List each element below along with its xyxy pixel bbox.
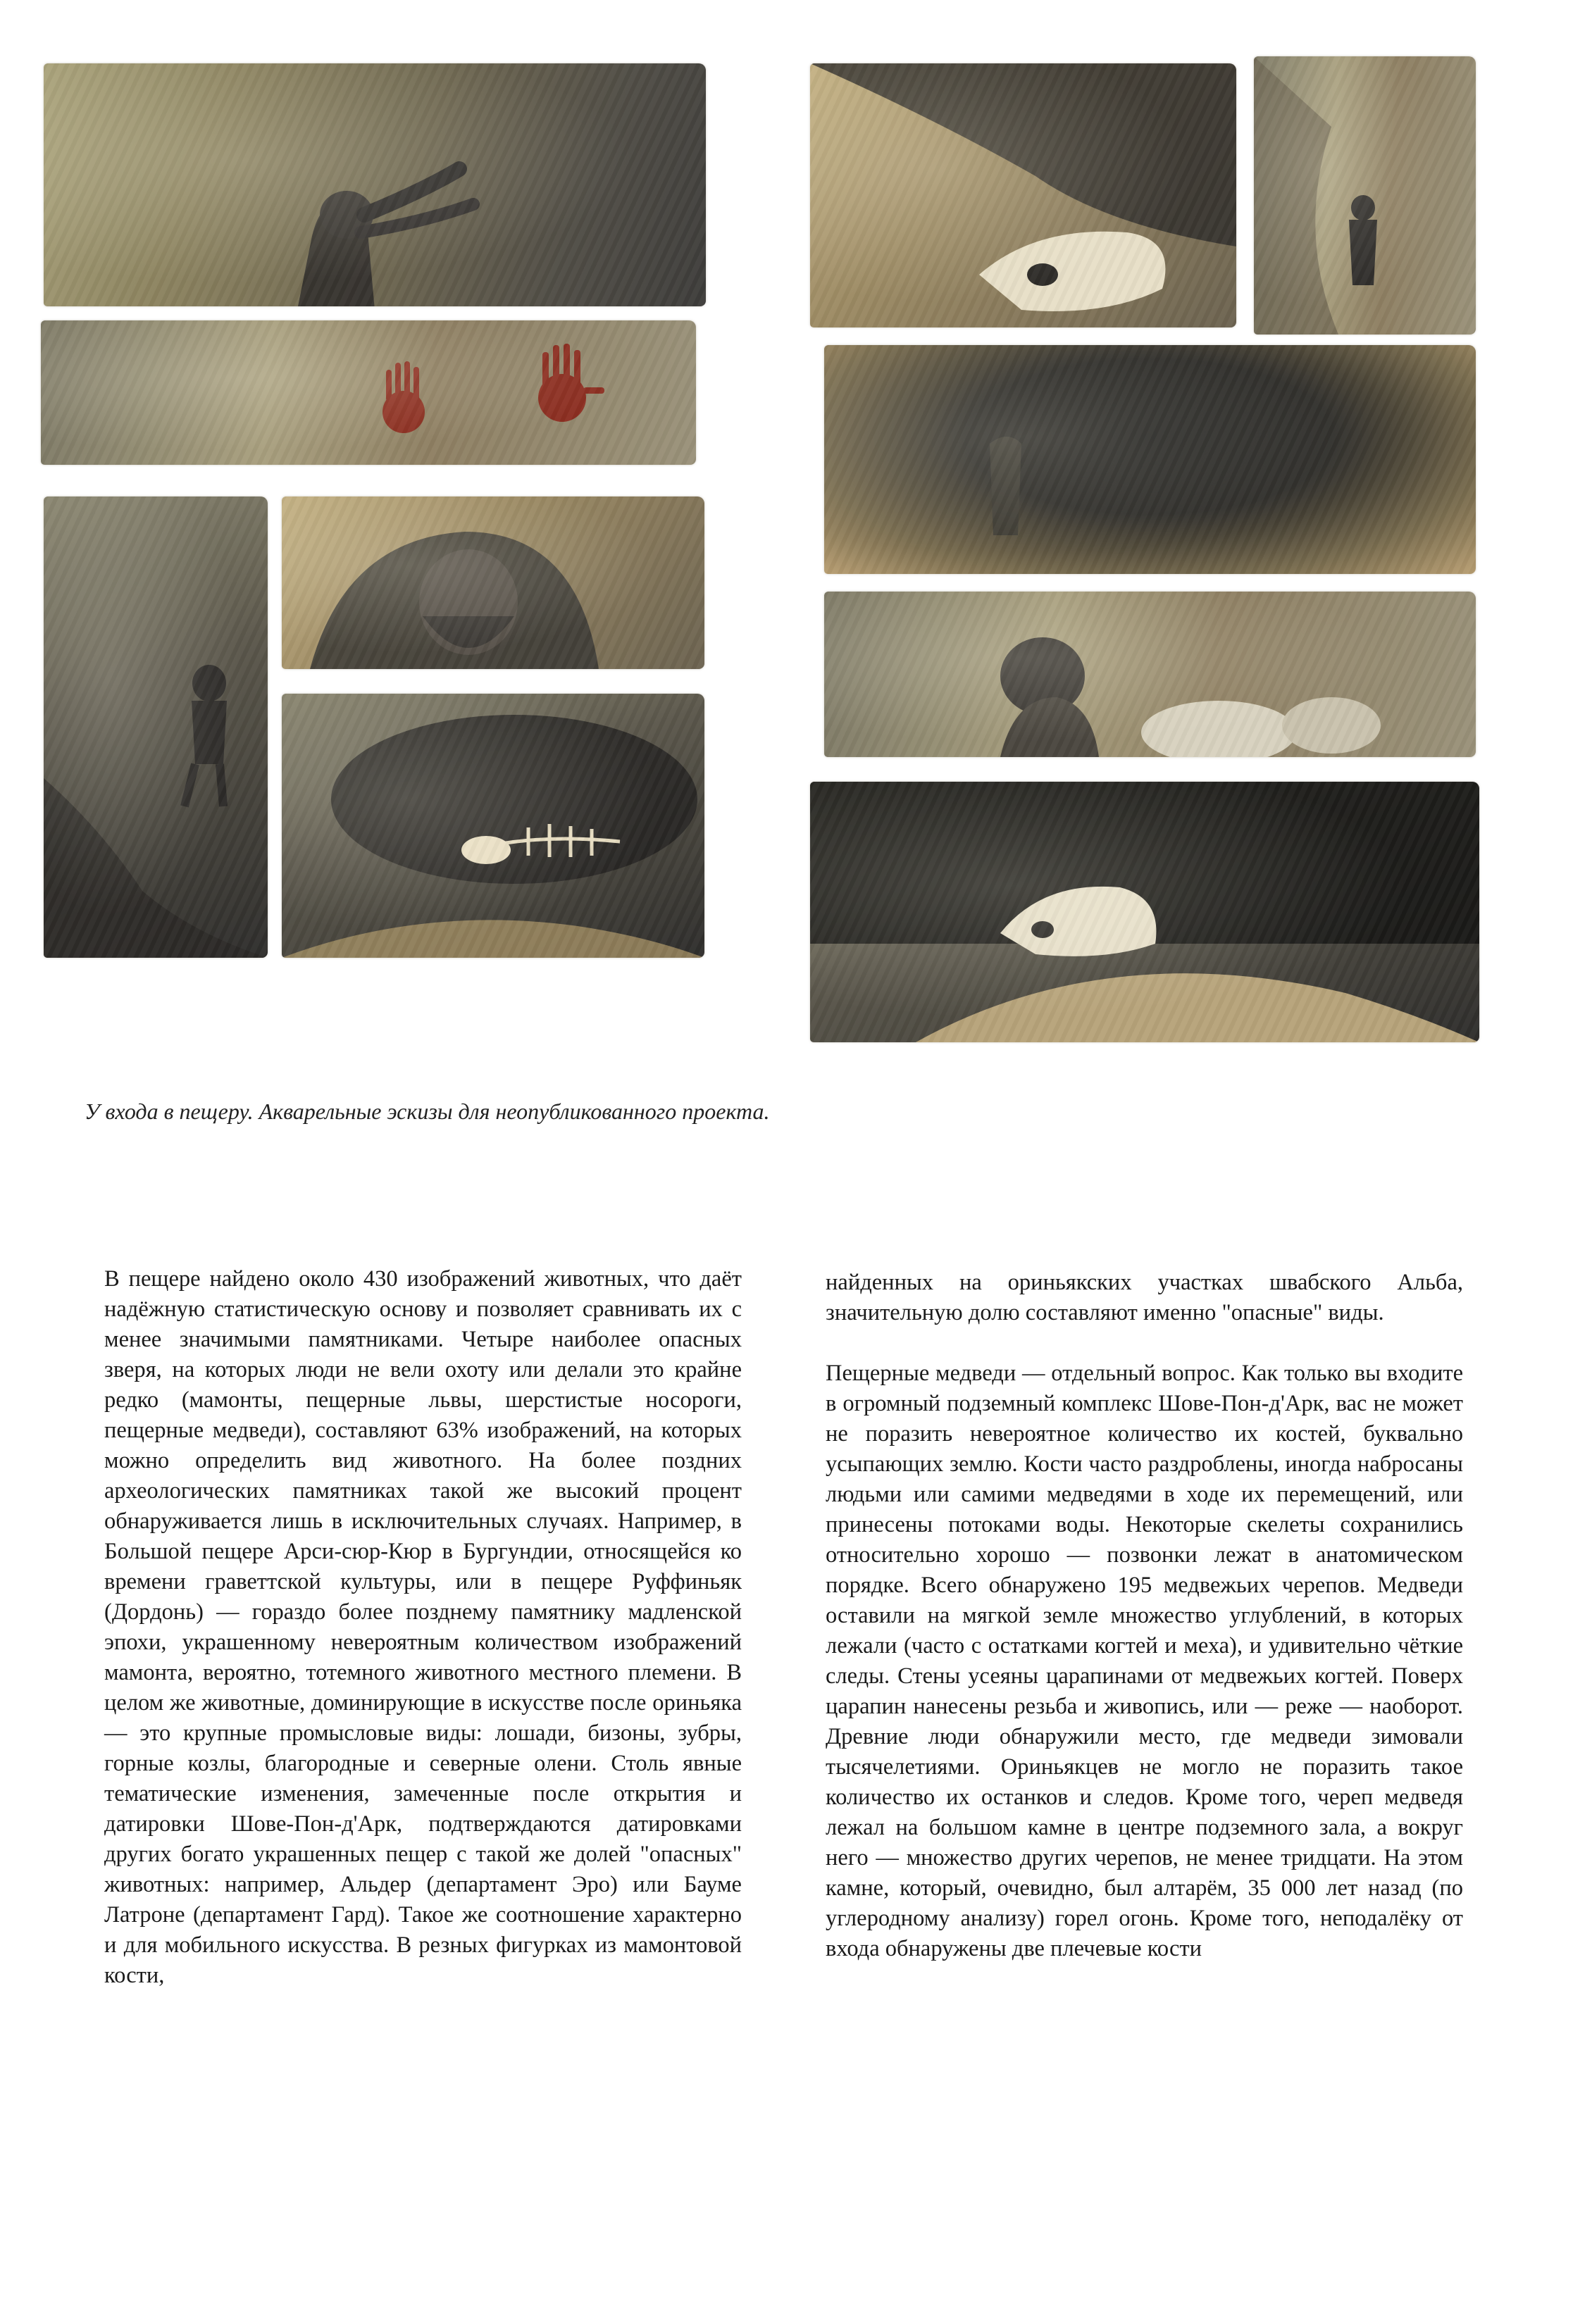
bear-skull <box>810 782 1479 1042</box>
red-hand-prints <box>41 320 696 465</box>
illustration-panel-dark-cave <box>824 345 1476 574</box>
figure-caption: У входа в пещеру. Акварельные эскизы для неопубликованного проекта. <box>85 1099 770 1124</box>
article-column-right <box>826 1268 1463 1964</box>
bear-skull <box>810 63 1236 327</box>
illustration-panel-cave-corridor <box>1254 56 1476 335</box>
figure-and-rocks <box>824 592 1476 757</box>
figure-silhouette <box>824 345 1476 574</box>
illustration-panel-hand-prints <box>41 320 696 465</box>
illustration-panel-rocky-passage <box>44 496 268 958</box>
article-column-left <box>104 1264 742 1991</box>
illustration-panel-figure-by-rocks <box>824 592 1476 757</box>
bear-skeleton <box>282 694 704 958</box>
face-silhouette <box>282 496 704 669</box>
illustration-panel-bear-skeleton <box>282 694 704 958</box>
illustration-panel-figure-at-wall <box>44 63 706 306</box>
illustration-panel-bear-skull-hands <box>810 63 1236 327</box>
figure-silhouette <box>44 63 706 306</box>
paragraph: Пещерные медведи — отдельный вопрос. Как только вы входите в огромный подземный комплекс Шове-Пон-д'Арк, вас не может не поразить невероятное количество их костей, буквально усыпающих землю. Кости часто раздроблены, иногда набросаны людьми или самими медведями в ходе их перемещений, или принесены потоками воды. Некоторые скелеты сохранились относительно хорошо — позвонки лежат в анатомическом порядке. Всего обнаружено 195 медвежьих черепов. Медведи оставили на мягкой земле множество углублений, в которых лежали (часто с остатками когтей и меха), и удивительно чёткие следы. Стены усеяны царапинами от медвежьих когтей. Поверх царапин нанесены резьба и живопись, или — реже — наоборот. Древние люди обнаружили место, где медведи зимовали тысячелетиями. Ориньякцев не могло не поразить такое количество их останков и следов. Кроме того, череп медведя лежал на большом камне в центре подземного зала, а вокруг него — множество других черепов, не менее тридцати. На этом камне, который, очевидно, был алтарём, 35 000 лет назад (по углеродному анализу) горел огонь. Кроме того, неподалёку от входа обнаружены две плечевые кости <box>826 1361 1463 1961</box>
paragraph: В пещере найдено около 430 изображений животных, что даёт надёжную статистическую основу и позволяет сравнивать их с менее значимыми памятниками. Четыре наиболее опасных зверя, на которых люди не вели охоту или делали это крайне редко (мамонты, пещерные львы, шерстистые носороги, пещерные медведи), составляют 63% изображений, на которых можно определить вид животного. На более поздних археологических памятниках такой же высокий процент обнаруживается лишь в исключительных случаях. Например, в Большой пещере Арси-сюр-Кюр в Бургундии, относящейся ко времени граветтской культуры, или в пещере Руффиньяк (Дордонь) — гораздо более позднему памятнику мадленской эпохи, украшенному невероятным количеством изображений мамонта, вероятно, тотемного животного местного племени. В целом же животные, доминирующие в искусстве после ориньяка — это крупные промысловые виды: лошади, бизоны, зубры, горные козлы, благородные и северные олени. Столь явные тематические изменения, замеченные после открытия и датировки Шове-Пон-д'Арк, подтверждаются датировками других богато украшенных пещер с такой же долей "опасных" животных: например, Альдер (департамент Эро) или Бауме Латроне (департамент Гард). Такое же соотношение характерно и для мобильного искусства. В резных фигурках из мамонтовой кости, <box>104 1266 742 1988</box>
illustration-panel-hooded-face <box>282 496 704 669</box>
figure-silhouette <box>44 496 268 958</box>
figure-silhouette <box>1254 56 1476 335</box>
paragraph: найденных на ориньякских участках швабского Альба, значительную долю составляют именно "опасные" виды. <box>826 1270 1463 1325</box>
illustration-panel-skull-on-stone <box>810 782 1479 1042</box>
